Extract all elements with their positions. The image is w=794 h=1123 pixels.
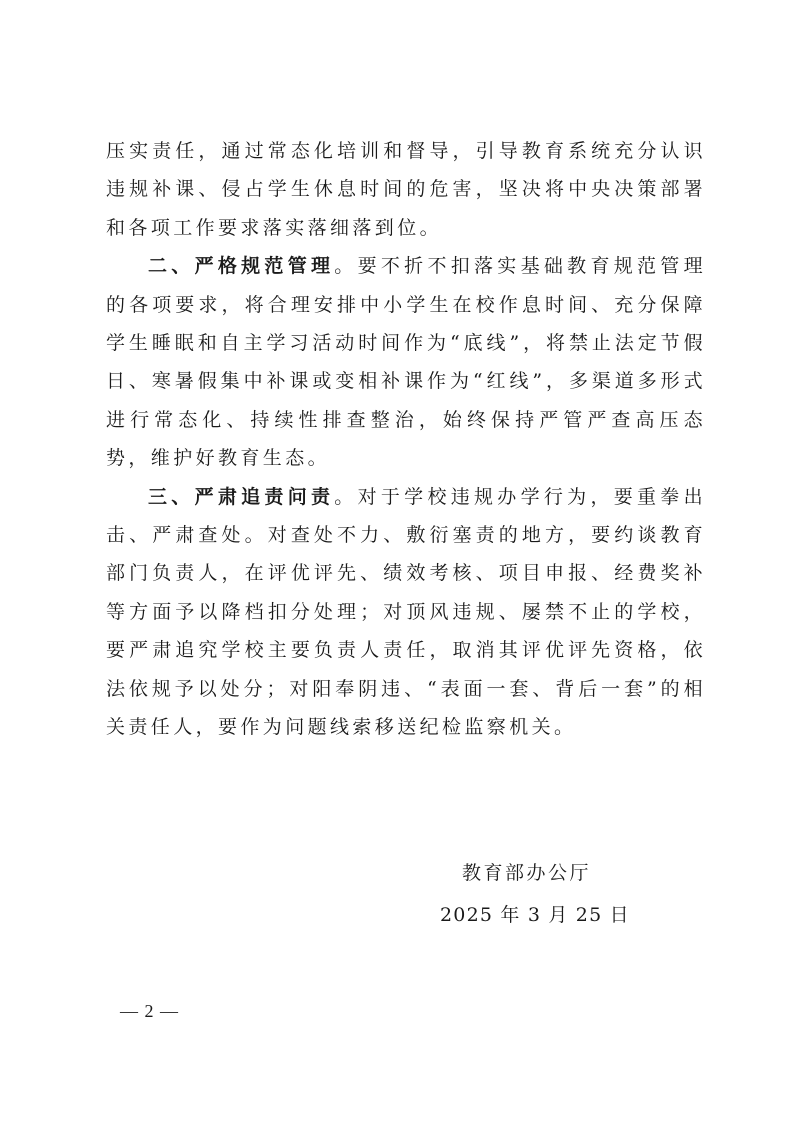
paragraph-2-heading: 二、严格规范管理 xyxy=(148,255,335,278)
page-number: — 2 — xyxy=(120,1001,179,1021)
paragraph-2 xyxy=(106,247,706,477)
signature-date: 2025 年 3 月 25 日 xyxy=(440,904,630,926)
paragraph-3 xyxy=(106,478,706,747)
paragraph-1-text: 压实责任，通过常态化培训和督导，引导教育系统充分认识违规补课、侵占学生休息时间的危害，坚决将中央决策部署和各项工作要求落实落细落到位。 xyxy=(106,140,706,239)
paragraph-3-heading: 三、严肃追责问责 xyxy=(148,485,335,508)
paragraph-2-text: 。要不折不扣落实基础教育规范管理的各项要求，将合理安排中小学生在校作息时间、充分保障学生睡眠和自主学习活动时间作为“底线”，将禁止法定节假日、寒暑假集中补课或变相补课作为“红线”，多渠道多形式进行常态化、持续性排查整治，始终保持严管严查高压态势，维护好教育生态。 xyxy=(106,255,706,470)
signature-organization: 教育部办公厅 xyxy=(462,862,592,884)
paragraph-3-text: 。对于学校违规办学行为，要重拳出击、严肃查处。对查处不力、敷衍塞责的地方，要约谈教育部门负责人，在评优评先、绩效考核、项目申报、经费奖补等方面予以降档扣分处理；对顶风违规、屡禁不止的学校，要严肃追究学校主要负责人责任，取消其评优评先资格，依法依规予以处分；对阳奉阴违、“表面一套、背后一套”的相关责任人，要作为问题线索移送纪检监察机关。 xyxy=(106,485,706,739)
document-body xyxy=(106,132,706,747)
paragraph-1 xyxy=(106,132,706,247)
